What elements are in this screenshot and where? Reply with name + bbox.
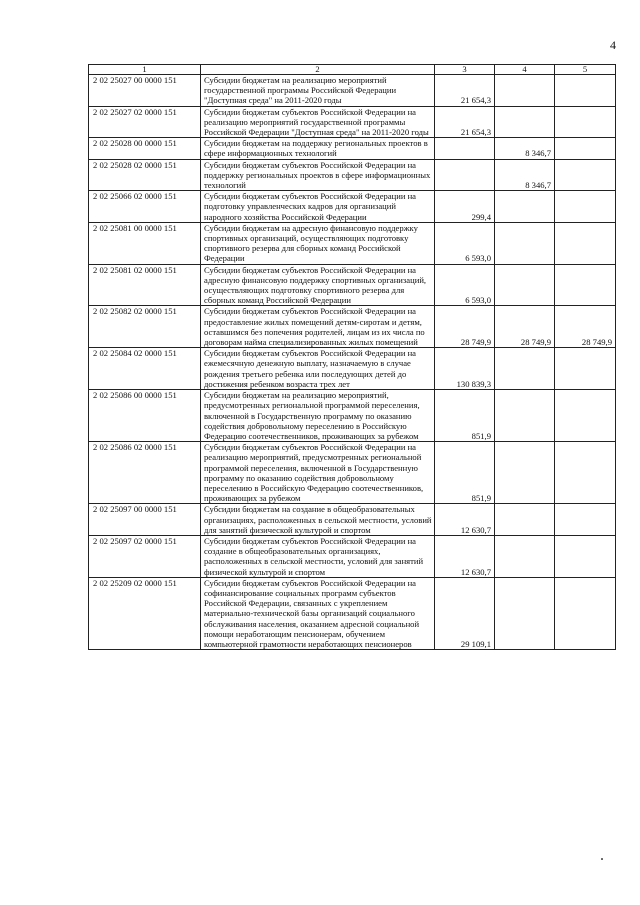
column-header: 3	[435, 65, 495, 75]
budget-code-cell: 2 02 25086 02 0000 151	[89, 442, 201, 504]
amount-col5-cell	[555, 222, 616, 264]
amount-col3-cell: 6 593,0	[435, 222, 495, 264]
amount-col3-cell: 12 630,7	[435, 504, 495, 536]
amount-col4-cell: 8 346,7	[495, 159, 555, 191]
amount-col3-cell	[435, 159, 495, 191]
scan-speck	[601, 858, 603, 860]
description-cell: Субсидии бюджетам субъектов Российской Федерации на создание в общеобразовательных организациях, расположенных в сельской местности, условий для занятий физической культурой и спортом	[201, 535, 435, 577]
amount-col5-cell	[555, 264, 616, 306]
table-row	[89, 442, 616, 504]
amount-col3-cell: 130 839,3	[435, 348, 495, 390]
amount-col5-cell	[555, 390, 616, 442]
amount-col5-cell	[555, 348, 616, 390]
amount-col3-cell: 28 749,9	[435, 306, 495, 348]
amount-col4-cell	[495, 75, 555, 107]
table-row	[89, 390, 616, 442]
budget-code-cell: 2 02 25084 02 0000 151	[89, 348, 201, 390]
amount-col5-cell	[555, 138, 616, 159]
amount-col3-cell: 851,9	[435, 390, 495, 442]
description-cell: Субсидии бюджетам на реализацию мероприятий, предусмотренных региональной программой переселения, включенной в Государственную программу по оказанию содействия добровольному переселению в Российскую Федерацию соотечественников, проживающих за рубежом	[201, 390, 435, 442]
amount-col3-cell: 12 630,7	[435, 535, 495, 577]
amount-col5-cell	[555, 504, 616, 536]
amount-col5-cell	[555, 75, 616, 107]
budget-code-cell: 2 02 25027 00 0000 151	[89, 75, 201, 107]
description-cell: Субсидии бюджетам субъектов Российской Федерации на адресную финансовую поддержку спортивных организаций, осуществляющих подготовку спортивного резерва для сборных команд Российской Федерации	[201, 264, 435, 306]
description-cell: Субсидии бюджетам субъектов Российской Федерации на реализацию мероприятий государственной программы Российской Федерации "Доступная среда" на 2011-2020 годы	[201, 106, 435, 138]
description-cell: Субсидии бюджетам субъектов Российской Федерации на предоставление жилых помещений детям-сиротам и детям, оставшимся без попечения родителей, лицам из их числа по договорам найма специализированных жилых помещений	[201, 306, 435, 348]
amount-col5-cell	[555, 191, 616, 223]
amount-col4-cell: 8 346,7	[495, 138, 555, 159]
amount-col3-cell: 21 654,3	[435, 75, 495, 107]
description-cell: Субсидии бюджетам субъектов Российской Федерации на реализацию мероприятий, предусмотренных региональной программой переселения, включенной в Государственную программу по оказанию содействия добровольному переселению в Российскую Федерацию соотечественников, проживающих за рубежом	[201, 442, 435, 504]
budget-code-cell: 2 02 25028 00 0000 151	[89, 138, 201, 159]
table-row	[89, 504, 616, 536]
budget-code-cell: 2 02 25081 02 0000 151	[89, 264, 201, 306]
amount-col3-cell: 6 593,0	[435, 264, 495, 306]
table-header-row	[89, 65, 616, 75]
amount-col4-cell	[495, 577, 555, 649]
amount-col4-cell: 28 749,9	[495, 306, 555, 348]
amount-col4-cell	[495, 390, 555, 442]
amount-col4-cell	[495, 348, 555, 390]
table-row	[89, 264, 616, 306]
description-cell: Субсидии бюджетам субъектов Российской Федерации на ежемесячную денежную выплату, назначаемую в случае рождения третьего ребенка или последующих детей до достижения ребенком возраста трех лет	[201, 348, 435, 390]
table-row	[89, 159, 616, 191]
amount-col4-cell	[495, 191, 555, 223]
table-body	[89, 75, 616, 650]
amount-col4-cell	[495, 535, 555, 577]
amount-col3-cell: 29 109,1	[435, 577, 495, 649]
table-row	[89, 75, 616, 107]
amount-col4-cell	[495, 106, 555, 138]
column-header: 1	[89, 65, 201, 75]
description-cell: Субсидии бюджетам субъектов Российской Федерации на подготовку управленческих кадров для организаций народного хозяйства Российской Федерации	[201, 191, 435, 223]
amount-col5-cell	[555, 442, 616, 504]
column-header: 4	[495, 65, 555, 75]
table-row	[89, 138, 616, 159]
budget-table	[88, 64, 616, 650]
amount-col4-cell	[495, 442, 555, 504]
amount-col5-cell	[555, 535, 616, 577]
budget-code-cell: 2 02 25082 02 0000 151	[89, 306, 201, 348]
budget-code-cell: 2 02 25097 02 0000 151	[89, 535, 201, 577]
amount-col3-cell: 851,9	[435, 442, 495, 504]
description-cell: Субсидии бюджетам на реализацию мероприятий государственной программы Российской Федерации "Доступная среда" на 2011-2020 годы	[201, 75, 435, 107]
amount-col4-cell	[495, 264, 555, 306]
column-header: 2	[201, 65, 435, 75]
amount-col5-cell	[555, 159, 616, 191]
budget-code-cell: 2 02 25086 00 0000 151	[89, 390, 201, 442]
amount-col5-cell	[555, 106, 616, 138]
page-number: 4	[610, 38, 616, 52]
description-cell: Субсидии бюджетам на создание в общеобразовательных организациях, расположенных в сельской местности, условий для занятий физической культурой и спортом	[201, 504, 435, 536]
description-cell: Субсидии бюджетам на поддержку региональных проектов в сфере информационных технологий	[201, 138, 435, 159]
amount-col5-cell	[555, 577, 616, 649]
budget-code-cell: 2 02 25081 00 0000 151	[89, 222, 201, 264]
amount-col3-cell	[435, 138, 495, 159]
budget-code-cell: 2 02 25066 02 0000 151	[89, 191, 201, 223]
amount-col3-cell: 299,4	[435, 191, 495, 223]
table-row	[89, 348, 616, 390]
table-row	[89, 191, 616, 223]
budget-code-cell: 2 02 25028 02 0000 151	[89, 159, 201, 191]
table-row	[89, 106, 616, 138]
budget-code-cell: 2 02 25097 00 0000 151	[89, 504, 201, 536]
description-cell: Субсидии бюджетам на адресную финансовую поддержку спортивных организаций, осуществляющих подготовку спортивного резерва для сборных команд Российской Федерации	[201, 222, 435, 264]
table-row	[89, 306, 616, 348]
table-row	[89, 222, 616, 264]
column-header: 5	[555, 65, 616, 75]
amount-col4-cell	[495, 504, 555, 536]
budget-code-cell: 2 02 25209 02 0000 151	[89, 577, 201, 649]
table-row	[89, 577, 616, 649]
description-cell: Субсидии бюджетам субъектов Российской Федерации на поддержку региональных проектов в сфере информационных технологий	[201, 159, 435, 191]
table-row	[89, 535, 616, 577]
description-cell: Субсидии бюджетам субъектов Российской Федерации на софинансирование социальных программ субъектов Российской Федерации, связанных с укреплением материально-технической базы организаций социального обслуживания населения, оказанием адресной социальной помощи неработающим пенсионерам, обучением компьютерной грамотности неработающих пенсионеров	[201, 577, 435, 649]
amount-col3-cell: 21 654,3	[435, 106, 495, 138]
amount-col5-cell: 28 749,9	[555, 306, 616, 348]
amount-col4-cell	[495, 222, 555, 264]
budget-code-cell: 2 02 25027 02 0000 151	[89, 106, 201, 138]
